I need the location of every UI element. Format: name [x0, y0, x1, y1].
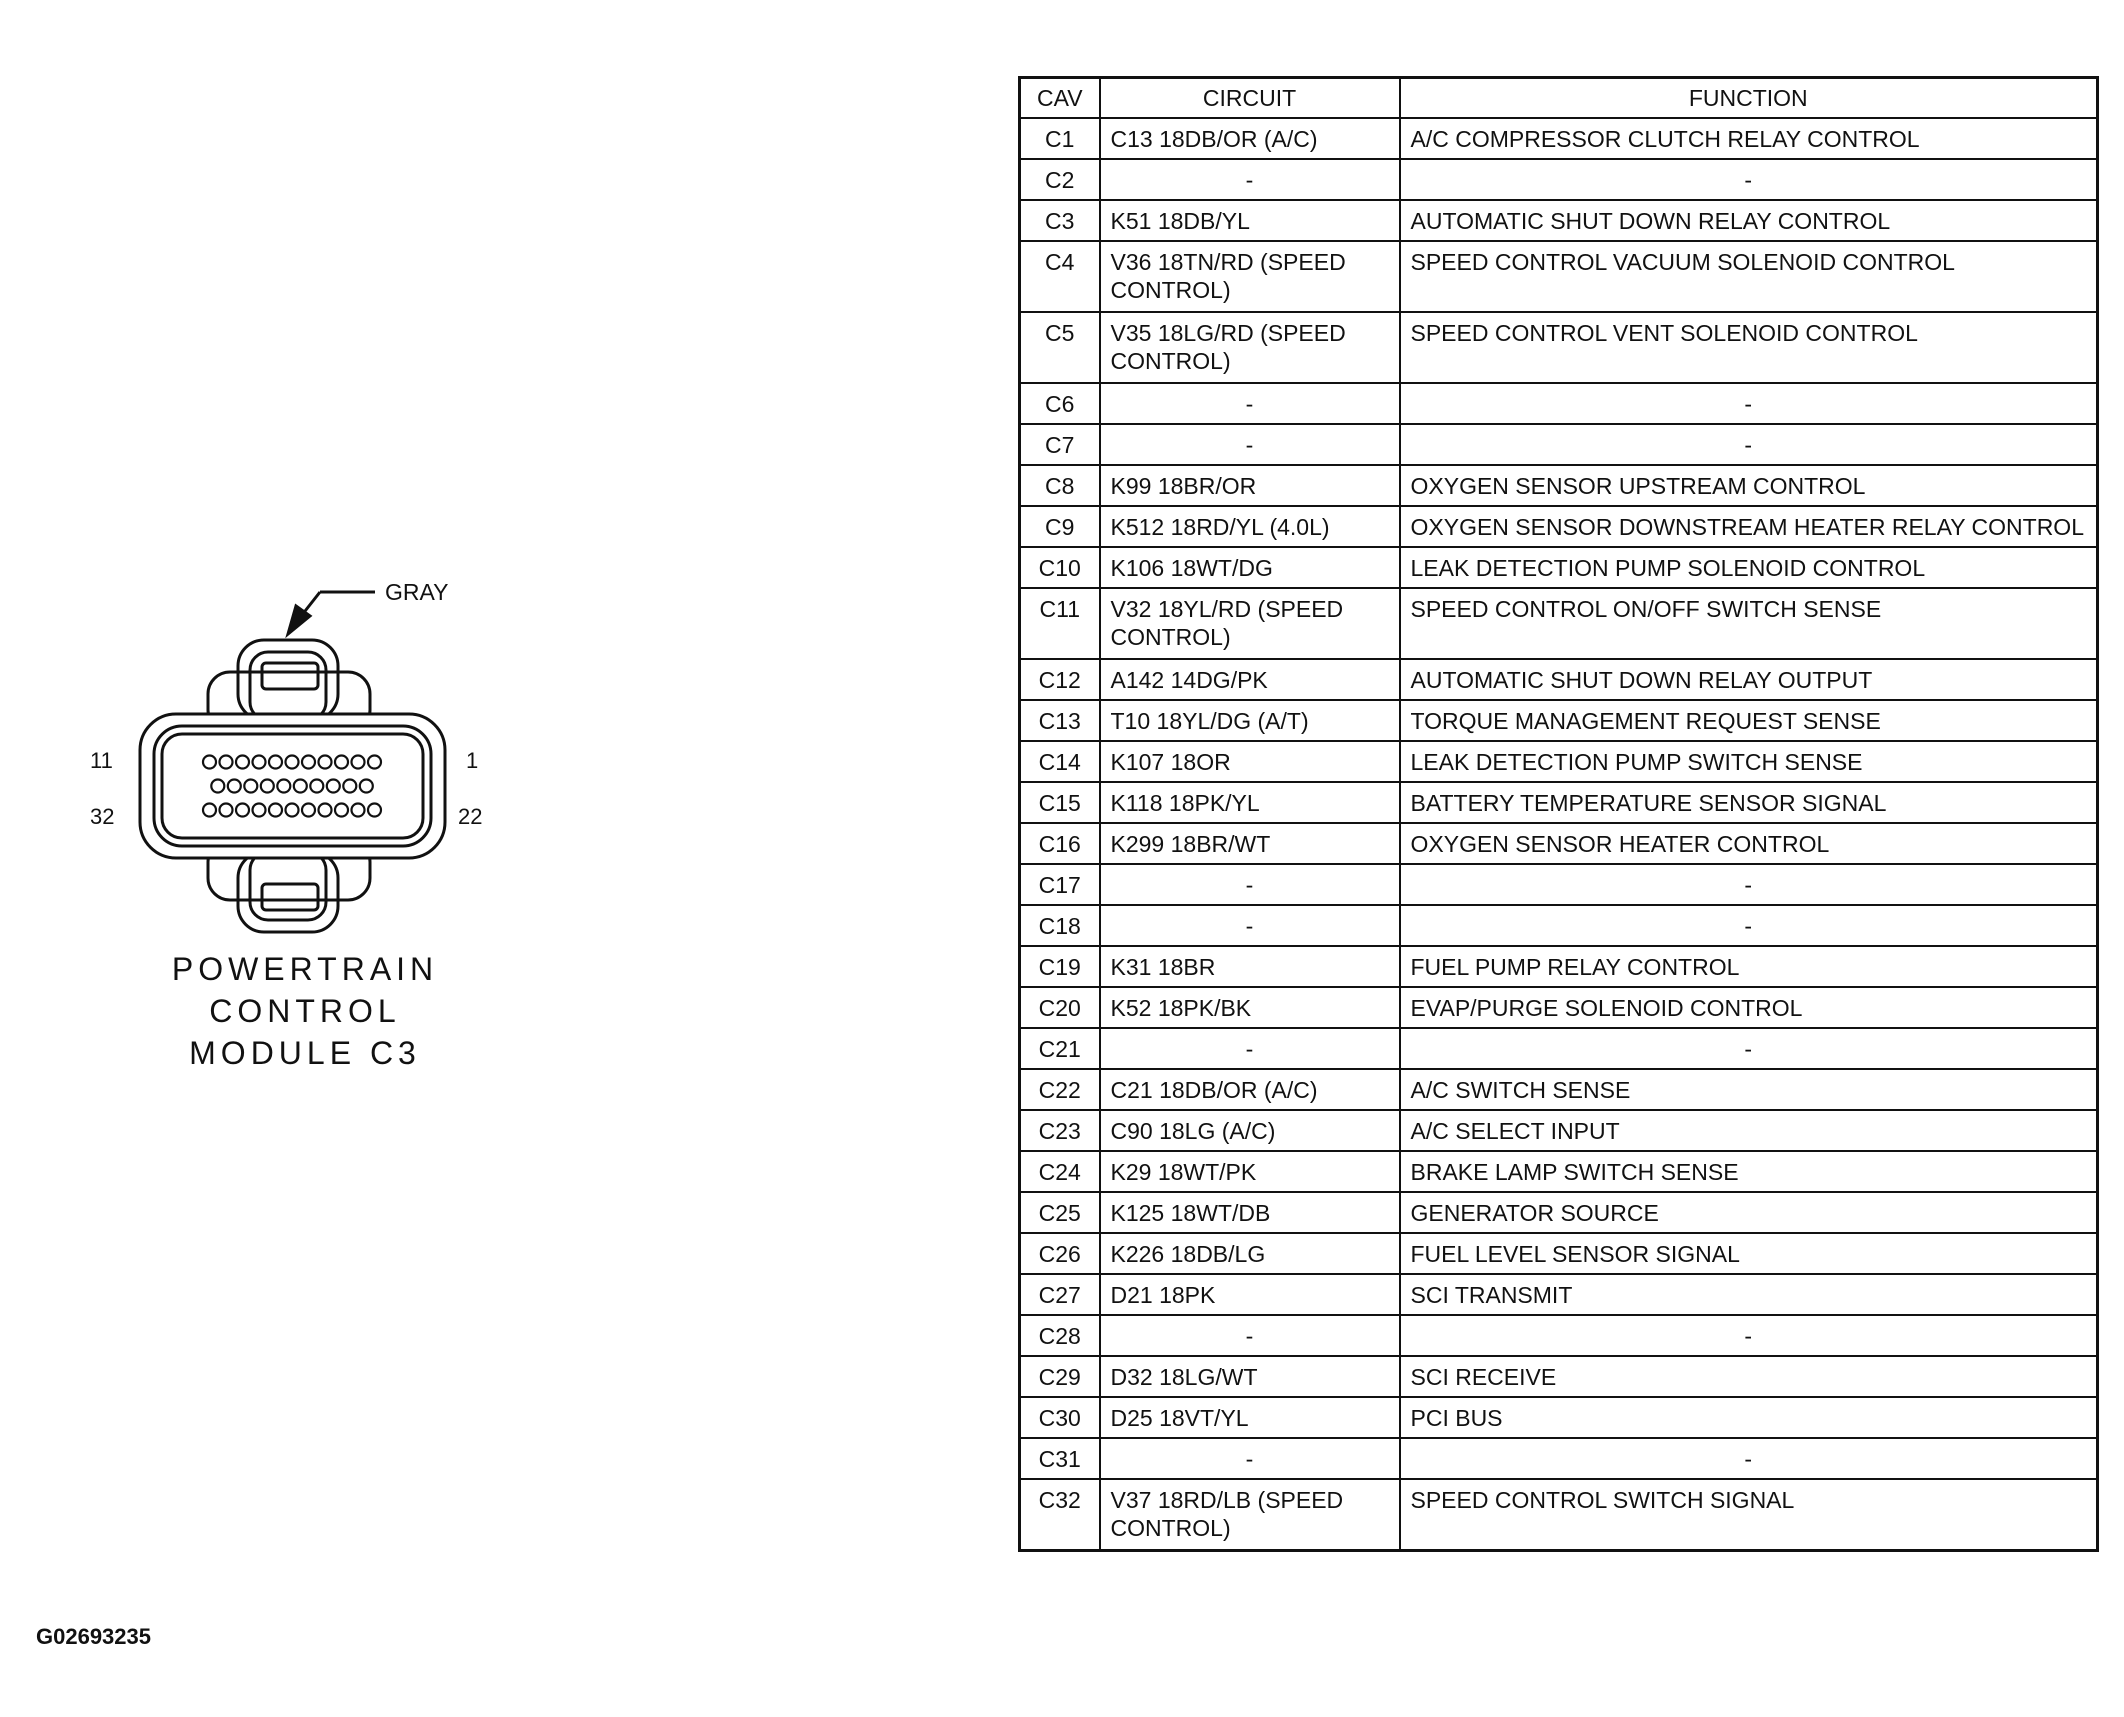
cell-circuit: D32 18LG/WT — [1100, 1356, 1400, 1397]
cell-circuit: K29 18WT/PK — [1100, 1151, 1400, 1192]
table-row — [1020, 864, 2098, 905]
module-title-line: MODULE C3 — [189, 1035, 421, 1071]
figure-id: G02693235 — [36, 1624, 151, 1649]
cell-cav: C9 — [1020, 506, 1100, 547]
table-row — [1020, 1315, 2098, 1356]
cell-circuit: K107 18OR — [1100, 741, 1400, 782]
cell-function: EVAP/PURGE SOLENOID CONTROL — [1400, 987, 2098, 1028]
table-row — [1020, 1151, 2098, 1192]
table-row — [1020, 700, 2098, 741]
cell-cav: C10 — [1020, 547, 1100, 588]
cell-cav: C23 — [1020, 1110, 1100, 1151]
cell-circuit: K31 18BR — [1100, 946, 1400, 987]
cell-cav: C31 — [1020, 1438, 1100, 1479]
cell-cav: C2 — [1020, 159, 1100, 200]
cell-function: LEAK DETECTION PUMP SOLENOID CONTROL — [1400, 547, 2098, 588]
cell-circuit: V36 18TN/RD (SPEED CONTROL) — [1100, 241, 1400, 312]
cell-function: BRAKE LAMP SWITCH SENSE — [1400, 1151, 2098, 1192]
cell-cav: C13 — [1020, 700, 1100, 741]
module-title-line: POWERTRAIN — [171, 951, 439, 987]
cell-cav: C30 — [1020, 1397, 1100, 1438]
cell-circuit: C90 18LG (A/C) — [1100, 1110, 1400, 1151]
cell-cav: C24 — [1020, 1151, 1100, 1192]
pin-label-bottom-left: 32 — [90, 804, 115, 829]
pin-label-bottom-right: 22 — [458, 804, 483, 829]
cell-circuit: K512 18RD/YL (4.0L) — [1100, 506, 1400, 547]
cell-function: LEAK DETECTION PUMP SWITCH SENSE — [1400, 741, 2098, 782]
cell-function: - — [1400, 1315, 2098, 1356]
header-function: FUNCTION — [1400, 78, 2098, 119]
cell-cav: C16 — [1020, 823, 1100, 864]
cell-circuit: K299 18BR/WT — [1100, 823, 1400, 864]
table-row — [1020, 383, 2098, 424]
cell-function: - — [1400, 864, 2098, 905]
cell-cav: C27 — [1020, 1274, 1100, 1315]
cell-circuit: C21 18DB/OR (A/C) — [1100, 1069, 1400, 1110]
table-row — [1020, 159, 2098, 200]
table-row — [1020, 588, 2098, 659]
table-row — [1020, 823, 2098, 864]
table-row — [1020, 424, 2098, 465]
cell-circuit: K52 18PK/BK — [1100, 987, 1400, 1028]
cell-circuit: - — [1100, 383, 1400, 424]
cell-circuit: - — [1100, 864, 1400, 905]
cell-circuit: - — [1100, 1315, 1400, 1356]
connector-diagram — [0, 0, 520, 1100]
table-row — [1020, 118, 2098, 159]
cell-circuit: A142 14DG/PK — [1100, 659, 1400, 700]
cell-function: TORQUE MANAGEMENT REQUEST SENSE — [1400, 700, 2098, 741]
cell-function: OXYGEN SENSOR HEATER CONTROL — [1400, 823, 2098, 864]
cell-function: - — [1400, 159, 2098, 200]
table-row — [1020, 659, 2098, 700]
cell-circuit: K99 18BR/OR — [1100, 465, 1400, 506]
cell-cav: C3 — [1020, 200, 1100, 241]
cell-cav: C7 — [1020, 424, 1100, 465]
pin-label-top-right: 1 — [466, 748, 479, 773]
cell-cav: C15 — [1020, 782, 1100, 823]
cell-function: AUTOMATIC SHUT DOWN RELAY OUTPUT — [1400, 659, 2098, 700]
table-row — [1020, 741, 2098, 782]
table-row — [1020, 200, 2098, 241]
pinout-body — [1020, 118, 2098, 1550]
gray-callout-arrow — [288, 592, 375, 634]
cell-cav: C28 — [1020, 1315, 1100, 1356]
table-header-row — [1020, 78, 2098, 119]
table-row — [1020, 1192, 2098, 1233]
pin-label-top-left: 11 — [90, 748, 113, 773]
table-row — [1020, 1438, 2098, 1479]
cell-circuit: K118 18PK/YL — [1100, 782, 1400, 823]
table-row — [1020, 782, 2098, 823]
cell-cav: C32 — [1020, 1479, 1100, 1550]
header-circuit: CIRCUIT — [1100, 78, 1400, 119]
cell-circuit: K125 18WT/DB — [1100, 1192, 1400, 1233]
cell-function: GENERATOR SOURCE — [1400, 1192, 2098, 1233]
cell-cav: C8 — [1020, 465, 1100, 506]
cell-circuit: - — [1100, 159, 1400, 200]
connector-body-outer — [140, 714, 445, 858]
table-row — [1020, 312, 2098, 383]
cell-function: FUEL PUMP RELAY CONTROL — [1400, 946, 2098, 987]
table-row — [1020, 1356, 2098, 1397]
bottom-latch-slot — [262, 884, 318, 910]
table-row — [1020, 1397, 2098, 1438]
table-row — [1020, 1233, 2098, 1274]
table-row — [1020, 946, 2098, 987]
cell-function: - — [1400, 1438, 2098, 1479]
cell-function: - — [1400, 905, 2098, 946]
table-row — [1020, 241, 2098, 312]
table-row — [1020, 987, 2098, 1028]
table-row — [1020, 547, 2098, 588]
cell-cav: C5 — [1020, 312, 1100, 383]
cell-circuit: D21 18PK — [1100, 1274, 1400, 1315]
cell-circuit: - — [1100, 905, 1400, 946]
cell-function: SPEED CONTROL VACUUM SOLENOID CONTROL — [1400, 241, 2098, 312]
cell-function: - — [1400, 383, 2098, 424]
cell-circuit: K51 18DB/YL — [1100, 200, 1400, 241]
cell-cav: C20 — [1020, 987, 1100, 1028]
top-latch-slot — [262, 663, 318, 689]
table-row — [1020, 506, 2098, 547]
cell-circuit: - — [1100, 1028, 1400, 1069]
table-row — [1020, 1479, 2098, 1550]
cell-circuit: V32 18YL/RD (SPEED CONTROL) — [1100, 588, 1400, 659]
cell-function: A/C SWITCH SENSE — [1400, 1069, 2098, 1110]
cell-function: OXYGEN SENSOR UPSTREAM CONTROL — [1400, 465, 2098, 506]
cell-cav: C29 — [1020, 1356, 1100, 1397]
pinout-table — [1018, 76, 2099, 1552]
cell-function: A/C COMPRESSOR CLUTCH RELAY CONTROL — [1400, 118, 2098, 159]
cell-circuit: - — [1100, 1438, 1400, 1479]
cell-cav: C25 — [1020, 1192, 1100, 1233]
table-row — [1020, 1069, 2098, 1110]
cell-cav: C22 — [1020, 1069, 1100, 1110]
cell-function: OXYGEN SENSOR DOWNSTREAM HEATER RELAY CONTROL — [1400, 506, 2098, 547]
cell-cav: C1 — [1020, 118, 1100, 159]
table-row — [1020, 905, 2098, 946]
cell-function: SCI RECEIVE — [1400, 1356, 2098, 1397]
cell-function: - — [1400, 1028, 2098, 1069]
cell-cav: C21 — [1020, 1028, 1100, 1069]
cell-function: SPEED CONTROL SWITCH SIGNAL — [1400, 1479, 2098, 1550]
module-title — [150, 948, 460, 1074]
cell-cav: C4 — [1020, 241, 1100, 312]
cell-function: AUTOMATIC SHUT DOWN RELAY CONTROL — [1400, 200, 2098, 241]
table-row — [1020, 1110, 2098, 1151]
cell-circuit: T10 18YL/DG (A/T) — [1100, 700, 1400, 741]
cell-function: SPEED CONTROL ON/OFF SWITCH SENSE — [1400, 588, 2098, 659]
cell-circuit: V37 18RD/LB (SPEED CONTROL) — [1100, 1479, 1400, 1550]
cell-circuit: V35 18LG/RD (SPEED CONTROL) — [1100, 312, 1400, 383]
cell-cav: C6 — [1020, 383, 1100, 424]
cell-circuit: C13 18DB/OR (A/C) — [1100, 118, 1400, 159]
cell-function: - — [1400, 424, 2098, 465]
cell-circuit: K106 18WT/DG — [1100, 547, 1400, 588]
cell-circuit: K226 18DB/LG — [1100, 1233, 1400, 1274]
module-title-line: CONTROL — [209, 993, 401, 1029]
cell-cav: C26 — [1020, 1233, 1100, 1274]
cell-function: FUEL LEVEL SENSOR SIGNAL — [1400, 1233, 2098, 1274]
cell-cav: C14 — [1020, 741, 1100, 782]
cell-function: A/C SELECT INPUT — [1400, 1110, 2098, 1151]
table-row — [1020, 1028, 2098, 1069]
cell-cav: C11 — [1020, 588, 1100, 659]
cell-function: PCI BUS — [1400, 1397, 2098, 1438]
cell-function: SCI TRANSMIT — [1400, 1274, 2098, 1315]
cell-cav: C19 — [1020, 946, 1100, 987]
table-row — [1020, 465, 2098, 506]
color-callout-label: GRAY — [385, 579, 449, 605]
cell-function: SPEED CONTROL VENT SOLENOID CONTROL — [1400, 312, 2098, 383]
cell-cav: C17 — [1020, 864, 1100, 905]
header-cav: CAV — [1020, 78, 1100, 119]
cell-cav: C12 — [1020, 659, 1100, 700]
cell-function: BATTERY TEMPERATURE SENSOR SIGNAL — [1400, 782, 2098, 823]
cell-cav: C18 — [1020, 905, 1100, 946]
cell-circuit: - — [1100, 424, 1400, 465]
table-row — [1020, 1274, 2098, 1315]
cell-circuit: D25 18VT/YL — [1100, 1397, 1400, 1438]
